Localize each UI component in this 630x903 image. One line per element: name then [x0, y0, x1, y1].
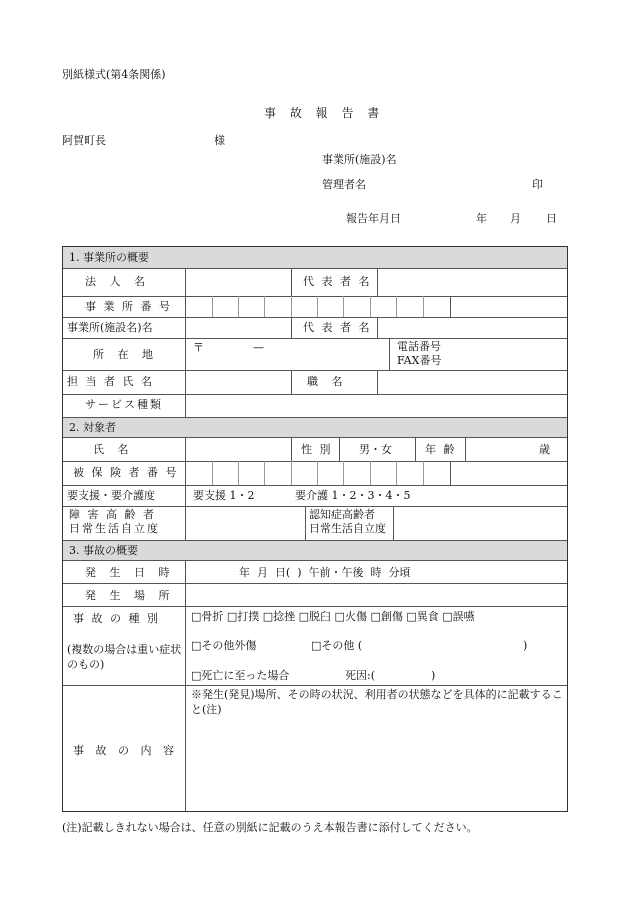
position-value[interactable] [379, 371, 565, 394]
section-3-title: 3. 事故の概要 [69, 544, 138, 557]
care-support-option[interactable]: 要支援 1・2 [193, 489, 255, 502]
office-name-label: 事業所(施設)名 [322, 153, 397, 166]
rep-name-label: 代 表 者 名 [303, 275, 372, 288]
corp-name-value[interactable] [187, 269, 291, 296]
death-option[interactable]: □死亡に至った場合 [191, 669, 290, 682]
sama-label: 様 [214, 134, 225, 147]
section-bar-2 [63, 417, 567, 437]
postal-mark: 〒 [193, 341, 204, 354]
accident-type-note: (複数の場合は重い症状のもの) [67, 643, 182, 671]
occurrence-place-label: 発 生 場 所 [85, 589, 175, 602]
accident-content-label: 事 故 の 内 容 [73, 744, 178, 757]
accident-type-label: 事 故 の 種 別 [73, 612, 160, 625]
service-type-label: サービス種類 [85, 398, 163, 411]
occurrence-date-value[interactable]: 年 月 日( ) 午前・午後 時 分頃 [239, 566, 411, 579]
recipient-label: 阿賀町長 [62, 134, 106, 147]
person-in-charge-value[interactable] [187, 371, 291, 394]
address-label: 所 在 地 [93, 348, 158, 361]
care-level-label: 要支援・要介護度 [67, 489, 155, 502]
occurrence-place-value[interactable] [187, 584, 565, 606]
disabled-elderly-label: 障 害 高 齢 者 [69, 508, 156, 521]
footer-note: (注)記載しきれない場合は、任意の別紙に記載のうえ本報告書に添付してください。 [62, 821, 478, 834]
office-number-label: 事 業 所 番 号 [85, 300, 172, 313]
report-month-unit: 月 [510, 212, 521, 225]
cause-of-death-close: ) [431, 669, 436, 682]
dementia-elderly-label: 認知症高齢者 [309, 508, 375, 521]
care-needed-option[interactable]: 要介護 1・2・3・4・5 [295, 489, 411, 502]
person-in-charge-label: 担 当 者 氏 名 [67, 375, 154, 388]
age-unit: 歳 [539, 443, 550, 456]
section-1-title: 1. 事業所の概要 [69, 251, 149, 264]
disabled-elderly-label-2: 日常生活自立度 [69, 522, 160, 535]
rep-name-2-label: 代 表 者 名 [303, 321, 372, 334]
section-bar-3 [63, 540, 567, 560]
other-option[interactable]: □その他 ( [311, 639, 363, 652]
gender-label: 性 別 [301, 443, 333, 456]
accident-content-value[interactable] [187, 719, 565, 809]
occurrence-date-label: 発 生 日 時 [85, 566, 175, 579]
accident-content-note: ※発生(発見)場所、その時の状況、利用者の状態などを具体的に記載すること(注) [191, 688, 563, 716]
cause-of-death-label: 死因:( [345, 669, 375, 682]
other-option-close: ) [523, 639, 528, 652]
page-title: 事 故 報 告 書 [264, 106, 385, 120]
fax-label: FAX番号 [397, 354, 442, 367]
report-form-table [62, 246, 568, 812]
corp-name-label: 法 人 名 [85, 275, 150, 288]
tel-label: 電話番号 [397, 340, 441, 353]
report-year-unit: 年 [476, 212, 487, 225]
age-label: 年 齢 [425, 443, 457, 456]
rep-name-2-value[interactable] [379, 318, 565, 338]
section-2-title: 2. 対象者 [69, 421, 116, 434]
accident-type-options[interactable]: □骨折 □打撲 □捻挫 □脱臼 □火傷 □創傷 □異食 □誤嚥 [191, 610, 475, 623]
other-injury-option[interactable]: □その他外傷 [191, 639, 257, 652]
manager-name-label: 管理者名 [322, 178, 366, 191]
facility-name-value[interactable] [187, 318, 291, 338]
dementia-elderly-label-2: 日常生活自立度 [309, 522, 386, 535]
form-reference: 別紙様式(第4条関係) [62, 68, 166, 81]
gender-value[interactable]: 男・女 [359, 443, 392, 456]
position-label: 職 名 [307, 375, 348, 388]
seal-mark: 印 [532, 178, 543, 191]
postal-dash: — [253, 341, 264, 354]
rep-name-value[interactable] [379, 269, 565, 296]
subject-name-label: 氏 名 [93, 443, 134, 456]
subject-name-value[interactable] [187, 438, 291, 461]
insured-number-label: 被 保 険 者 番 号 [73, 466, 179, 479]
facility-name-label: 事業所(施設名)名 [67, 321, 153, 334]
report-day-unit: 日 [546, 212, 557, 225]
service-type-value[interactable] [187, 395, 565, 417]
report-date-label: 報告年月日 [346, 212, 401, 225]
